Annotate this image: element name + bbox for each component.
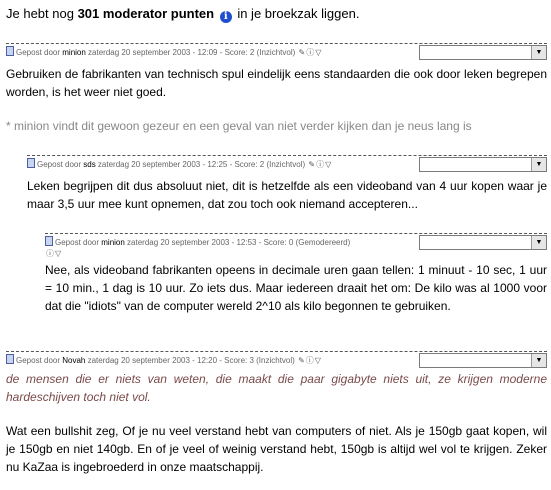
comment-4 xyxy=(6,351,547,476)
comment-body: Nee, als videoband fabrikanten opeens in decimale uren gaan tellen: 1 minuut - 10 sec, 1 uur = 10 min., 1 dag is 10 uur. Zo iets dus. Maar iedereen draait het om: De kilo was al 1000 voor dat die "idiots" van de computer wereld 2^10 als kilo begonnen te gebruiken. xyxy=(45,263,547,313)
moderate-icon[interactable]: ▽ xyxy=(55,249,62,258)
intro-suffix: in je broekzak liggen. xyxy=(233,6,360,21)
comment-3 xyxy=(45,233,547,315)
comment-author[interactable]: minion xyxy=(101,238,125,247)
comment-meta: Gepost door minion zaterdag 20 september 2003 - 12:09 - Score: 2 (Inzichtvol) ✎ⓘ▽ xyxy=(6,46,321,58)
comment-quote: * minion vindt dit gewoon gezeur en een geval van niet verder kijken dan je neus lang is xyxy=(6,119,472,133)
info-small-icon[interactable]: ⓘ xyxy=(305,356,314,365)
edit-icon[interactable]: ✎ xyxy=(308,160,316,169)
comment-body: Gebruiken de fabrikanten van technisch spul eindelijk eens standaarden die ook door leken begrepen worden, is het weer niet goed. xyxy=(6,67,547,99)
moderation-select[interactable] xyxy=(419,45,547,60)
comment-author[interactable]: minion xyxy=(62,48,86,57)
moderate-icon[interactable]: ▽ xyxy=(314,356,321,365)
moderation-select[interactable] xyxy=(419,353,547,368)
intro-prefix: Je hebt nog xyxy=(6,6,78,21)
moderation-select[interactable] xyxy=(419,157,547,172)
comment-meta: Gepost door minion zaterdag 20 september 2003 - 12:53 - Score: 0 (Gemodereerd) ⓘ▽ xyxy=(46,238,351,258)
comment-body: Leken begrijpen dit dus absoluut niet, dit is hetzelfde als een videoband van 4 uur kopen waar je maar 3,5 uur mee kunt opnemen, dat zou toch ook niemand accepteren... xyxy=(27,179,547,211)
chevron-down-icon[interactable]: ▼ xyxy=(531,236,546,249)
comment-quote: de mensen die er niets van weten, die maakt die paar gigabyte niets uit, ze krijgen moderne hardeschijven toch niet vol. xyxy=(6,372,547,404)
comment-header xyxy=(6,351,547,370)
info-icon[interactable]: i xyxy=(220,11,232,23)
moderator-points: 301 moderator punten xyxy=(77,6,215,21)
moderate-icon[interactable]: ▽ xyxy=(325,160,332,169)
moderator-points-message xyxy=(6,6,359,23)
document-icon xyxy=(6,46,14,56)
edit-icon[interactable]: ✎ xyxy=(298,356,305,365)
document-icon xyxy=(45,236,53,246)
comment-2 xyxy=(27,155,547,213)
comment-1 xyxy=(6,43,547,135)
chevron-down-icon[interactable]: ▼ xyxy=(531,46,546,59)
comment-meta: Gepost door sds zaterdag 20 september 2003 - 12:25 - Score: 2 (Inzichtvol) ✎ⓘ▽ xyxy=(27,158,331,170)
info-small-icon[interactable]: ⓘ xyxy=(316,160,325,169)
document-icon xyxy=(27,158,35,168)
chevron-down-icon[interactable]: ▼ xyxy=(531,354,546,367)
moderate-icon[interactable]: ▽ xyxy=(315,48,322,57)
comment-header xyxy=(6,43,547,66)
info-small-icon[interactable]: ⓘ xyxy=(306,48,315,57)
chevron-down-icon[interactable]: ▼ xyxy=(531,158,546,171)
comment-body: Wat een bullshit zeg, Of je nu veel verstand hebt van computers of niet. Als je 150gb gaat kopen, wil je 150gb en niet 140gb. En of je veel of weinig verstand hebt, 150gb is altijd wel vol te krijgen. Zeker nu KaZaa is ingebroederd in onze maatschappij. xyxy=(6,424,547,474)
comment-header xyxy=(27,155,547,178)
info-small-icon[interactable]: ⓘ xyxy=(46,249,54,258)
comment-meta: Gepost door Novah zaterdag 20 september 2003 - 12:20 - Score: 3 (Inzichtvol) ✎ⓘ▽ xyxy=(6,354,321,366)
comment-author[interactable]: sds xyxy=(83,160,96,169)
comment-author[interactable]: Novah xyxy=(62,356,86,365)
comment-header xyxy=(45,233,547,258)
moderation-select[interactable] xyxy=(419,235,547,250)
document-icon xyxy=(6,354,14,364)
edit-icon[interactable]: ✎ xyxy=(298,48,306,57)
